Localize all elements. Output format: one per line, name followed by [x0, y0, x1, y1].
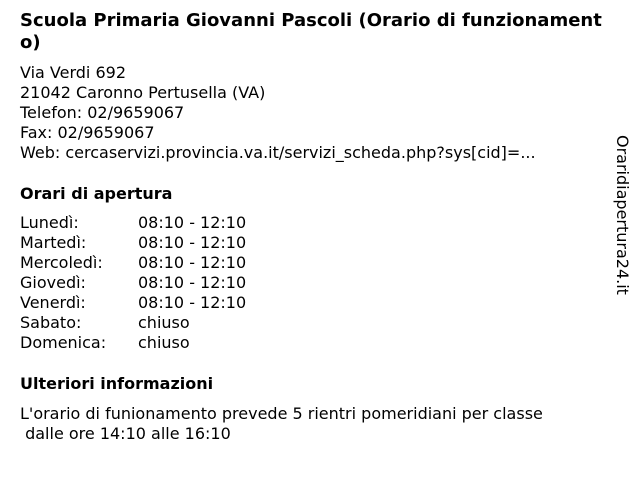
opening-hours-heading: Orari di apertura — [20, 184, 173, 203]
website-label: Web: — [20, 143, 66, 162]
day-label: Lunedì: — [20, 213, 79, 232]
page-title: Scuola Primaria Giovanni Pascoli (Orario di funzionamento) — [20, 10, 602, 53]
more-info-heading: Ulteriori informazioni — [20, 374, 214, 393]
day-label: Giovedì: — [20, 273, 86, 292]
side-brand-text: Oraridiapertura24.it — [613, 135, 632, 295]
more-info-text: L'orario di funionamento prevede 5 rientri pomeridiani per classe dalle ore 14:10 alle 16:10 — [20, 404, 543, 443]
time-value: 08:10 - 12:10 — [138, 213, 247, 232]
time-value: chiuso — [138, 333, 190, 352]
time-value: chiuso — [138, 313, 190, 332]
street-address: Via Verdi 692 — [20, 63, 126, 82]
time-value: 08:10 - 12:10 — [138, 273, 247, 292]
day-label: Sabato: — [20, 313, 82, 332]
time-value: 08:10 - 12:10 — [138, 293, 247, 312]
day-label: Domenica: — [20, 333, 107, 352]
time-value: 08:10 - 12:10 — [138, 233, 247, 252]
day-label: Martedì: — [20, 233, 87, 252]
website-row — [20, 143, 536, 163]
day-label: Mercoledì: — [20, 253, 103, 272]
address-block — [20, 63, 536, 163]
website-link[interactable]: cercaservizi.provincia.va.it/servizi_scheda.php?sys[cid]=... — [65, 143, 536, 162]
city-address: 21042 Caronno Pertusella (VA) — [20, 83, 266, 102]
day-label: Venerdì: — [20, 293, 86, 312]
phone-number: Telefon: 02/9659067 — [20, 103, 185, 122]
fax-number: Fax: 02/9659067 — [20, 123, 155, 142]
time-value: 08:10 - 12:10 — [138, 253, 247, 272]
